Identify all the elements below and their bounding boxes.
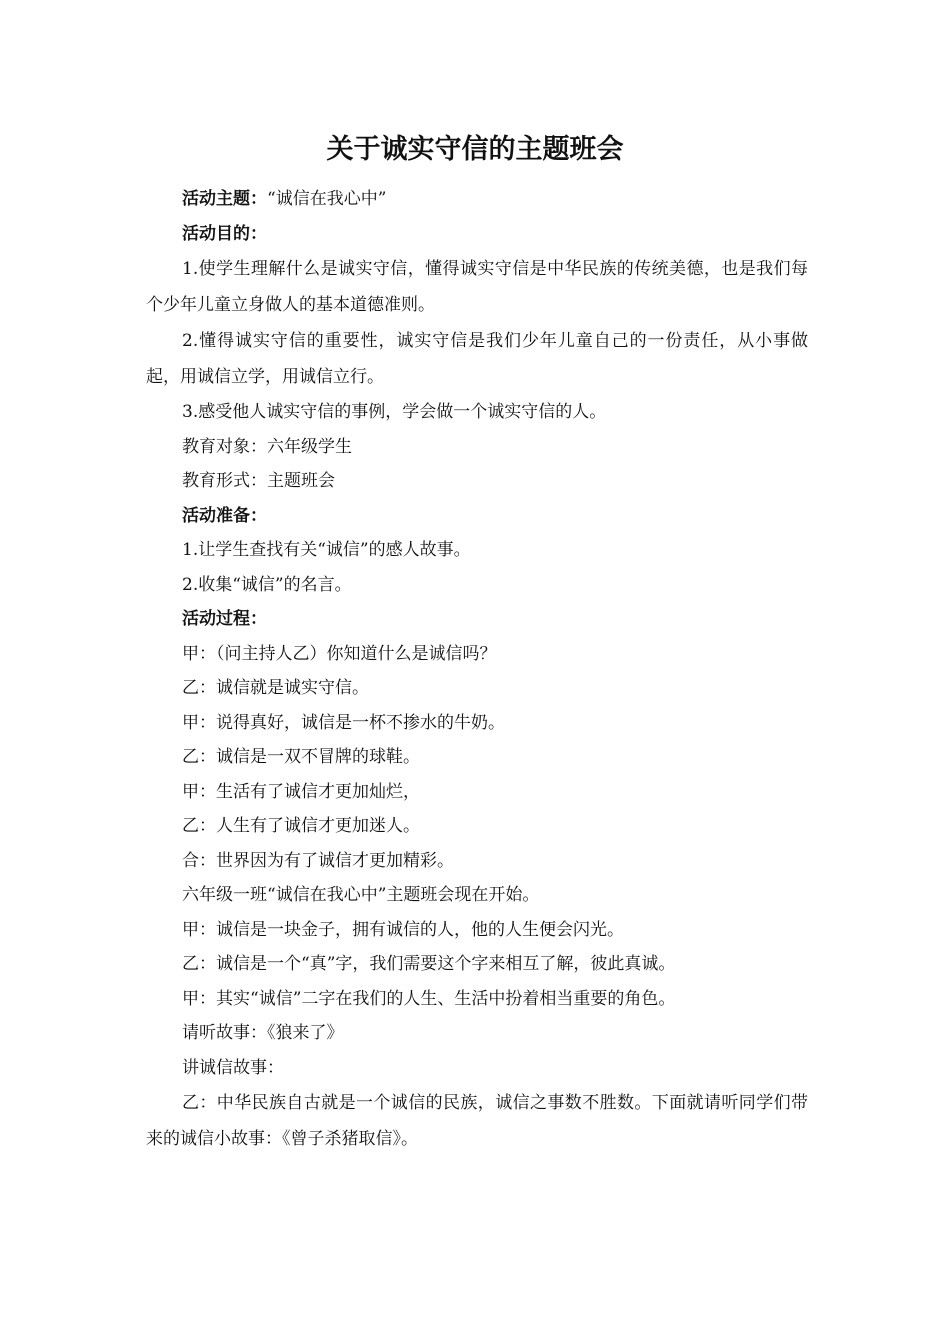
purpose-item: 1.使学生理解什么是诚实守信，懂得诚实守信是中华民族的传统美德，也是我们每个少年儿童立身做人的基本道德准则。 <box>146 259 808 315</box>
preparation-heading: 活动准备： <box>182 505 267 526</box>
process-line: 甲：诚信是一块金子，拥有诚信的人，他的人生便会闪光。 <box>182 919 624 940</box>
process-line: 乙：诚信是一个“真”字，我们需要这个字来相互了解，彼此真诚。 <box>182 954 676 974</box>
process-line: 甲：（问主持人乙）你知道什么是诚信吗？ <box>182 643 497 664</box>
activity-theme-label: 活动主题： <box>182 189 267 209</box>
process-line: 乙：诚信就是诚实守信。 <box>182 678 369 698</box>
process-line: 甲：生活有了诚信才更加灿烂， <box>182 781 420 802</box>
document-title: 关于诚实守信的主题班会 <box>326 134 624 165</box>
purpose-item: 2.懂得诚实守信的重要性，诚实守信是我们少年儿童自己的一份责任，从小事做起，用诚信立学，用诚信立行。 <box>146 331 808 387</box>
preparation-item: 2.收集“诚信”的名言。 <box>182 574 352 595</box>
process-line: 乙：人生有了诚信才更加迷人。 <box>182 816 420 836</box>
purpose-item: 3.感受他人诚实守信的事例，学会做一个诚实守信的人。 <box>182 402 607 422</box>
purpose-heading: 活动目的： <box>182 223 267 244</box>
process-heading: 活动过程： <box>182 609 267 629</box>
process-line: 合：世界因为有了诚信才更加精彩。 <box>182 850 454 871</box>
activity-theme <box>146 182 808 217</box>
process-line: 乙：中华民族自古就是一个诚信的民族，诚信之事数不胜数。下面就请听同学们带来的诚信小故事：《曾子杀猪取信》。 <box>146 1093 808 1149</box>
process-line: 甲：说得真好，诚信是一杯不掺水的牛奶。 <box>182 712 505 733</box>
process-line: 请听故事：《狼来了》 <box>182 1023 344 1043</box>
process-line: 讲诚信故事： <box>182 1057 284 1078</box>
education-form: 教育形式：主题班会 <box>182 471 335 491</box>
process-line: 乙：诚信是一双不冒牌的球鞋。 <box>182 747 420 767</box>
activity-theme-value: “诚信在我心中” <box>267 189 387 209</box>
process-line: 甲：其实“诚信”二字在我们的人生、生活中扮着相当重要的角色。 <box>182 988 676 1009</box>
education-audience: 教育对象：六年级学生 <box>182 436 352 457</box>
preparation-item: 1.让学生查找有关“诚信”的感人故事。 <box>182 540 471 560</box>
process-line: 六年级一班“诚信在我心中”主题班会现在开始。 <box>182 885 540 905</box>
document-body <box>146 182 808 1157</box>
